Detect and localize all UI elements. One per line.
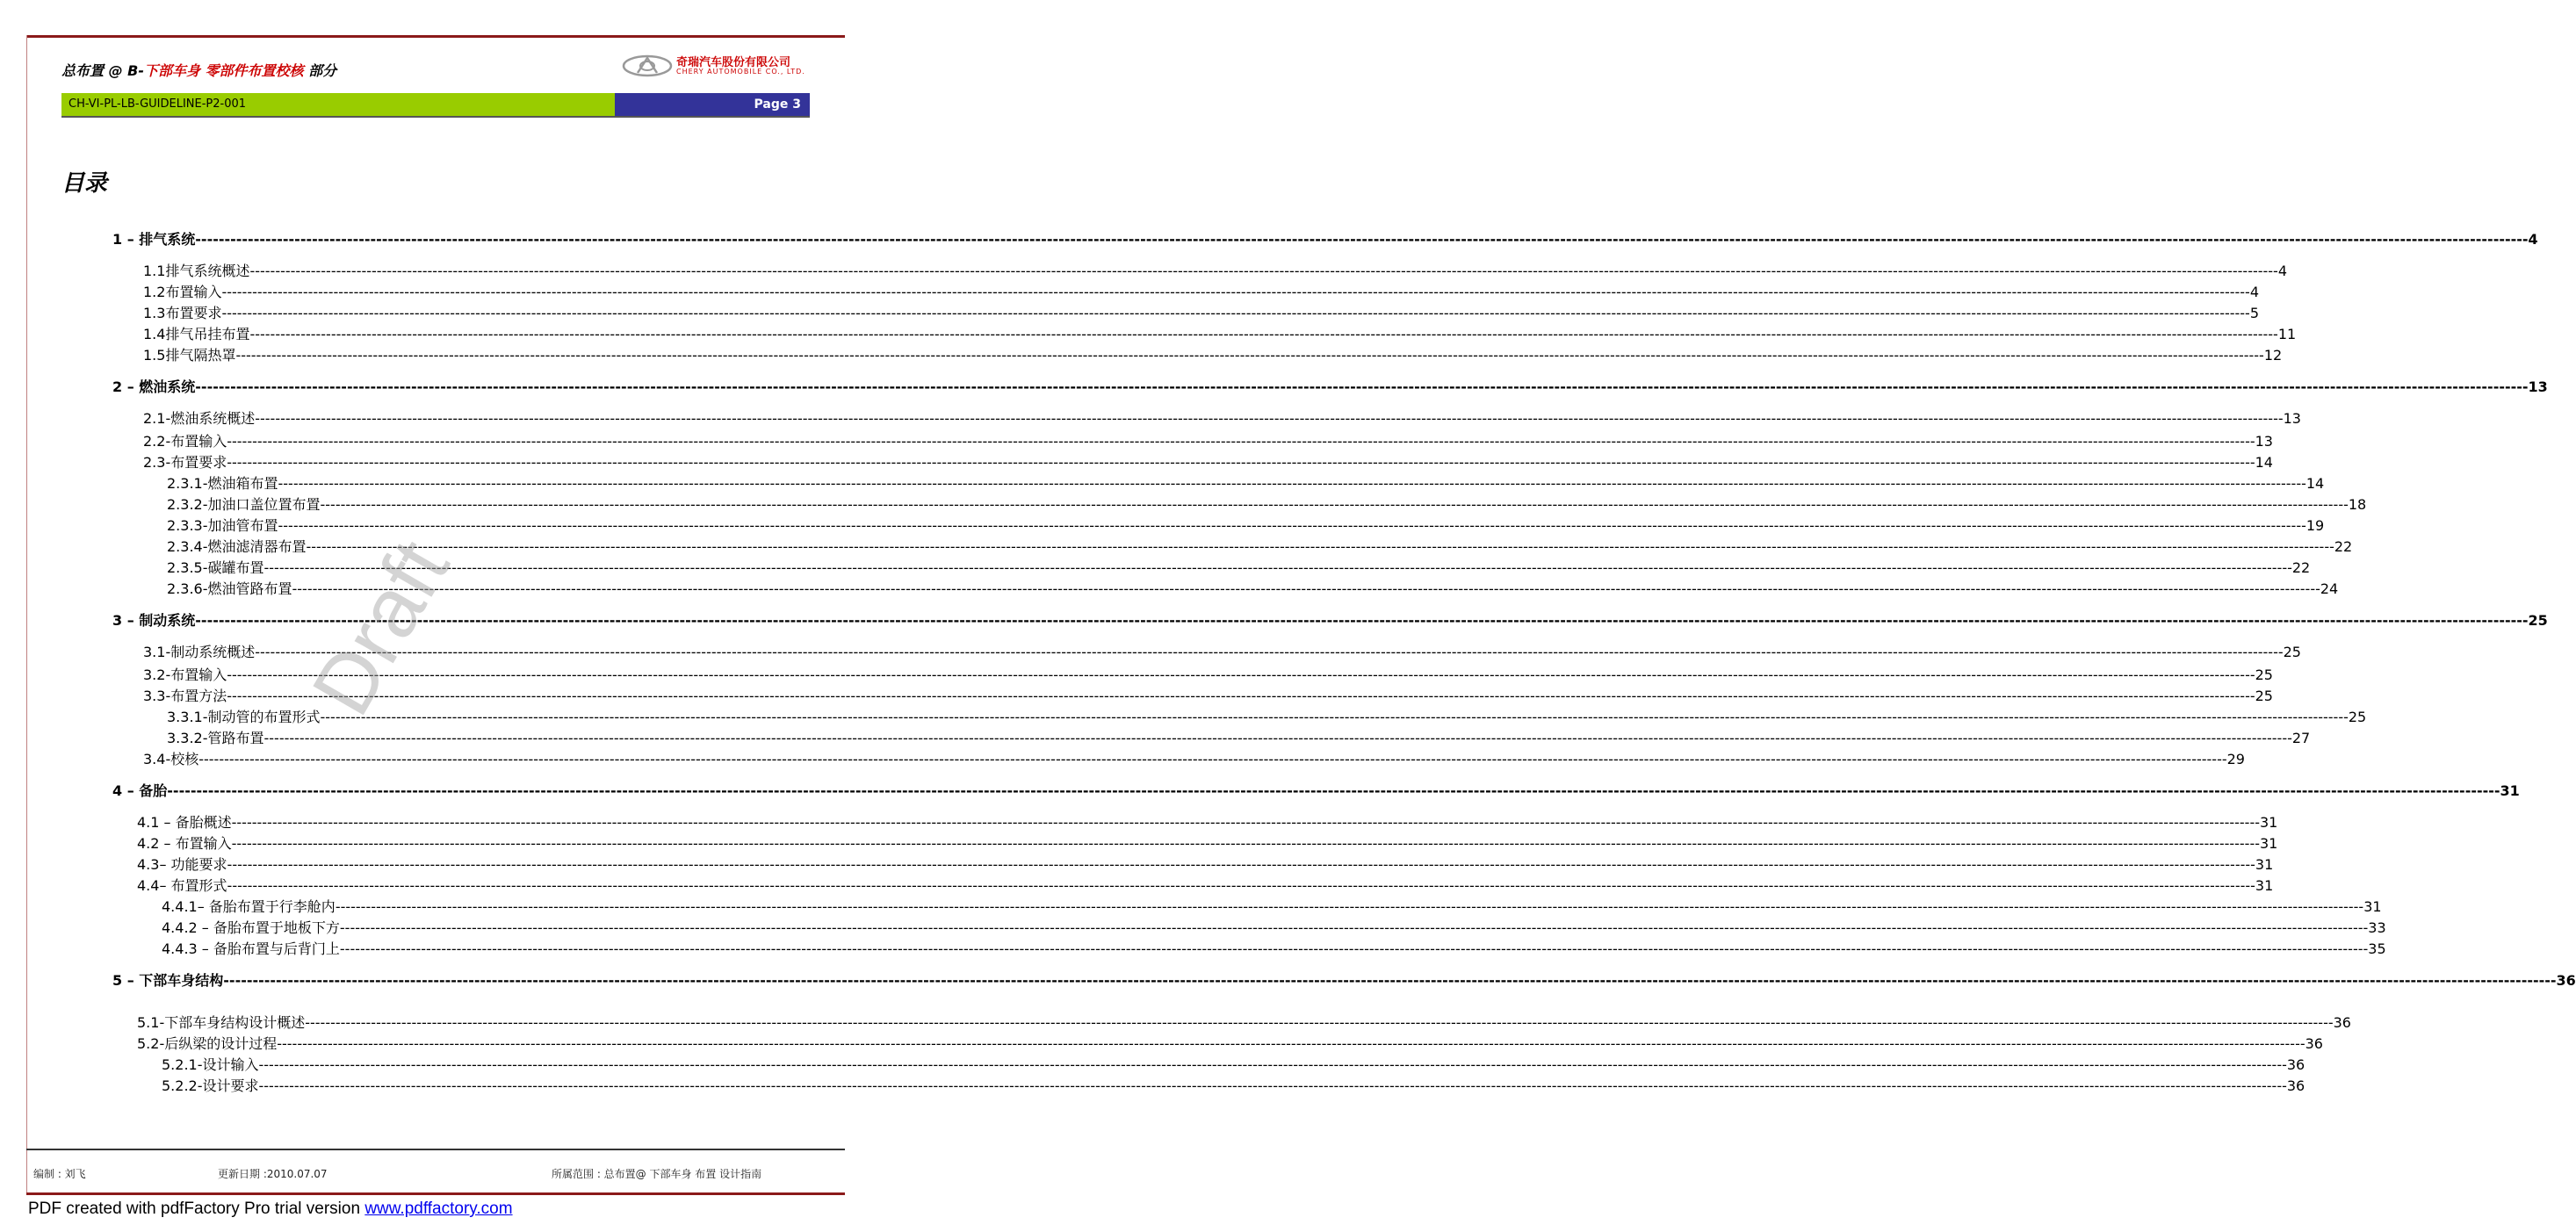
toc-entry[interactable]: [137, 1012, 2351, 1032]
toc-entry-page: 13: [2528, 378, 2548, 395]
toc-entry-label: 4.3– 功能要求: [137, 856, 227, 873]
toc-entry-page: 25: [2255, 688, 2273, 704]
toc-leader-dashes: ----------------------------------------------------------------------------------------------------------------------------------------------------------------------------------------------------------------------------------------------------------------------------------------------------------------------------------------------------------------------------------------------------------------: [335, 898, 2364, 915]
toc-entry-label: 1.3布置要求: [143, 305, 222, 321]
toc-entry[interactable]: [143, 302, 2260, 322]
toc-leader-dashes: ----------------------------------------------------------------------------------------------------------------------------------------------------------------------------------------------------------------------------------------------------------------------------------------------------------------------------------------------------------------------------------------------------------------: [195, 231, 2529, 248]
toc-leader-dashes: ----------------------------------------------------------------------------------------------------------------------------------------------------------------------------------------------------------------------------------------------------------------------------------------------------------------------------------------------------------------------------------------------------------------: [249, 326, 2278, 342]
toc-entry-label: 4 – 备胎: [112, 782, 168, 799]
toc-entry-page: 25: [2255, 666, 2273, 683]
toc-entry[interactable]: [143, 323, 2297, 343]
draft-watermark: Draft: [294, 524, 467, 731]
doc-code: CH-VI-PL-LB-GUIDELINE-P2-001: [61, 93, 615, 116]
toc-leader-dashes: ----------------------------------------------------------------------------------------------------------------------------------------------------------------------------------------------------------------------------------------------------------------------------------------------------------------------------------------------------------------------------------------------------------------: [255, 410, 2284, 427]
toc-entry-page: 33: [2368, 919, 2386, 936]
toc-entry-label: 2.1-燃油系统概述: [143, 410, 256, 427]
toc-entry-label: 1.2布置输入: [143, 284, 222, 300]
toc-entry-label: 3.3.1-制动管的布置形式: [167, 709, 321, 725]
toc-entry-page: 5: [2249, 305, 2260, 321]
header-title-suffix: 部分: [303, 62, 337, 79]
toc-entry-label: 3.3-布置方法: [143, 688, 227, 704]
toc-entry-label: 1.1排气系统概述: [143, 263, 250, 279]
toc-entry-page: 4: [2528, 231, 2538, 248]
toc-entry[interactable]: [112, 969, 2576, 990]
toc-entry[interactable]: [162, 896, 2382, 916]
toc-leader-dashes: ----------------------------------------------------------------------------------------------------------------------------------------------------------------------------------------------------------------------------------------------------------------------------------------------------------------------------------------------------------------------------------------------------------------: [258, 1077, 2287, 1094]
toc-leader-dashes: ----------------------------------------------------------------------------------------------------------------------------------------------------------------------------------------------------------------------------------------------------------------------------------------------------------------------------------------------------------------------------------------------------------------: [235, 347, 2264, 364]
toc-entry-page: 4: [2249, 284, 2260, 300]
toc-entry-label: 4.4– 布置形式: [137, 877, 227, 894]
toc-entry-page: 36: [2305, 1035, 2323, 1052]
toc-entry-label: 2.3.4-燃油滤清器布置: [167, 538, 307, 555]
toc-entry-label: 2.3-布置要求: [143, 454, 227, 471]
header-title-highlight: 下部车身 零部件布置校核: [143, 62, 304, 79]
toc-entry[interactable]: [162, 1075, 2305, 1095]
toc-entry[interactable]: [112, 228, 2538, 249]
toc-entry-page: 29: [2226, 751, 2245, 767]
toc-entry[interactable]: [137, 875, 2274, 895]
toc-entry-page: 27: [2291, 730, 2311, 746]
toc-leader-dashes: ----------------------------------------------------------------------------------------------------------------------------------------------------------------------------------------------------------------------------------------------------------------------------------------------------------------------------------------------------------------------------------------------------------------: [167, 782, 2500, 799]
toc-entry[interactable]: [167, 536, 2353, 556]
toc-entry-label: 3.1-制动系统概述: [143, 644, 256, 660]
toc-entry-page: 14: [2255, 454, 2273, 471]
toc-entry-label: 2.3.5-碳罐布置: [167, 559, 264, 576]
toc-entry[interactable]: [143, 664, 2273, 684]
toc-entry-page: 14: [2305, 475, 2325, 492]
toc-leader-dashes: ----------------------------------------------------------------------------------------------------------------------------------------------------------------------------------------------------------------------------------------------------------------------------------------------------------------------------------------------------------------------------------------------------------------: [278, 475, 2306, 492]
toc-entry[interactable]: [143, 685, 2273, 705]
toc-leader-dashes: ----------------------------------------------------------------------------------------------------------------------------------------------------------------------------------------------------------------------------------------------------------------------------------------------------------------------------------------------------------------------------------------------------------------: [320, 496, 2349, 513]
toc-leader-dashes: ----------------------------------------------------------------------------------------------------------------------------------------------------------------------------------------------------------------------------------------------------------------------------------------------------------------------------------------------------------------------------------------------------------------: [195, 612, 2529, 629]
toc-entry-label: 3.4-校核: [143, 751, 199, 767]
toc-leader-dashes: ----------------------------------------------------------------------------------------------------------------------------------------------------------------------------------------------------------------------------------------------------------------------------------------------------------------------------------------------------------------------------------------------------------------: [339, 919, 2369, 936]
toc-leader-dashes: ----------------------------------------------------------------------------------------------------------------------------------------------------------------------------------------------------------------------------------------------------------------------------------------------------------------------------------------------------------------------------------------------------------------: [249, 263, 2278, 279]
toc-entry[interactable]: [112, 376, 2548, 396]
logo-text-cn: 奇瑞汽车股份有限公司: [676, 56, 791, 69]
footer-author: 编制 : 刘飞: [33, 1168, 86, 1180]
logo-text-en: CHERY AUTOMOBILE CO., LTD.: [676, 68, 805, 76]
pdffactory-link[interactable]: www.pdffactory.com: [364, 1200, 513, 1218]
toc-entry-page: 22: [2291, 559, 2311, 576]
toc-entry[interactable]: [137, 854, 2274, 874]
toc-entry[interactable]: [162, 1054, 2305, 1074]
toc-leader-dashes: ----------------------------------------------------------------------------------------------------------------------------------------------------------------------------------------------------------------------------------------------------------------------------------------------------------------------------------------------------------------------------------------------------------------: [277, 1035, 2305, 1052]
toc-entry-page: 25: [2348, 709, 2367, 725]
toc-entry[interactable]: [162, 917, 2386, 937]
toc-leader-dashes: ----------------------------------------------------------------------------------------------------------------------------------------------------------------------------------------------------------------------------------------------------------------------------------------------------------------------------------------------------------------------------------------------------------------: [195, 378, 2529, 395]
toc-entry[interactable]: [162, 938, 2386, 958]
toc-entry-page: 11: [2277, 326, 2297, 342]
toc-entry-label: 5 – 下部车身结构: [112, 972, 224, 989]
doc-bar-shadow: [61, 116, 810, 118]
toc-entry-label: 1.5排气隔热罩: [143, 347, 236, 364]
toc-leader-dashes: ----------------------------------------------------------------------------------------------------------------------------------------------------------------------------------------------------------------------------------------------------------------------------------------------------------------------------------------------------------------------------------------------------------------: [198, 751, 2227, 767]
toc-entry[interactable]: [167, 727, 2311, 747]
header-title: [61, 60, 336, 80]
toc-leader-dashes: ----------------------------------------------------------------------------------------------------------------------------------------------------------------------------------------------------------------------------------------------------------------------------------------------------------------------------------------------------------------------------------------------------------------: [227, 688, 2255, 704]
chery-logo: [622, 54, 811, 79]
toc-entry-page: 12: [2263, 347, 2283, 364]
toc-entry-label: 3.2-布置输入: [143, 666, 227, 683]
chery-emblem-icon: [622, 54, 673, 77]
toc-leader-dashes: ----------------------------------------------------------------------------------------------------------------------------------------------------------------------------------------------------------------------------------------------------------------------------------------------------------------------------------------------------------------------------------------------------------------: [227, 856, 2255, 873]
toc-leader-dashes: ----------------------------------------------------------------------------------------------------------------------------------------------------------------------------------------------------------------------------------------------------------------------------------------------------------------------------------------------------------------------------------------------------------------: [221, 305, 2250, 321]
toc-leader-dashes: ----------------------------------------------------------------------------------------------------------------------------------------------------------------------------------------------------------------------------------------------------------------------------------------------------------------------------------------------------------------------------------------------------------------: [227, 454, 2255, 471]
toc-entry-label: 4.4.2 – 备胎布置于地板下方: [162, 919, 340, 936]
toc-entry-page: 22: [2334, 538, 2353, 555]
toc-entry-page: 31: [2500, 782, 2520, 799]
toc-leader-dashes: ----------------------------------------------------------------------------------------------------------------------------------------------------------------------------------------------------------------------------------------------------------------------------------------------------------------------------------------------------------------------------------------------------------------: [263, 730, 2292, 746]
toc-entry-label: 3 – 制动系统: [112, 612, 196, 629]
toc-entry[interactable]: [137, 832, 2278, 853]
toc-entry-page: 19: [2305, 517, 2325, 534]
toc-leader-dashes: ----------------------------------------------------------------------------------------------------------------------------------------------------------------------------------------------------------------------------------------------------------------------------------------------------------------------------------------------------------------------------------------------------------------: [320, 709, 2349, 725]
toc-entry[interactable]: [167, 706, 2367, 726]
toc-entry[interactable]: [143, 260, 2288, 280]
toc-entry[interactable]: [143, 641, 2301, 661]
toc-entry[interactable]: [112, 780, 2520, 800]
toc-entry-label: 5.2-后纵梁的设计过程: [137, 1035, 278, 1052]
toc-leader-dashes: ----------------------------------------------------------------------------------------------------------------------------------------------------------------------------------------------------------------------------------------------------------------------------------------------------------------------------------------------------------------------------------------------------------------: [305, 1014, 2334, 1031]
toc-entry-label: 5.2.2-设计要求: [162, 1077, 259, 1094]
toc-entry-page: 25: [2283, 644, 2301, 660]
toc-entry[interactable]: [167, 494, 2367, 514]
toc-entry-label: 4.4.1– 备胎布置于行李舱内: [162, 898, 336, 915]
toc-entry[interactable]: [137, 1033, 2323, 1053]
toc-entry-label: 2.3.3-加油管布置: [167, 517, 278, 534]
toc-entry[interactable]: [143, 748, 2245, 768]
toc-entry-label: 2.3.6-燃油管路布置: [167, 580, 292, 597]
toc-entry-label: 4.4.3 – 备胎布置与后背门上: [162, 940, 340, 957]
toc-leader-dashes: ----------------------------------------------------------------------------------------------------------------------------------------------------------------------------------------------------------------------------------------------------------------------------------------------------------------------------------------------------------------------------------------------------------------: [278, 517, 2306, 534]
toc-entry-label: 1.4排气吊挂布置: [143, 326, 250, 342]
pdf-notice: [28, 1200, 513, 1219]
toc-entry-page: 31: [2363, 898, 2382, 915]
toc-leader-dashes: ----------------------------------------------------------------------------------------------------------------------------------------------------------------------------------------------------------------------------------------------------------------------------------------------------------------------------------------------------------------------------------------------------------------: [255, 644, 2284, 660]
toc-entry[interactable]: [143, 344, 2283, 364]
toc-leader-dashes: ----------------------------------------------------------------------------------------------------------------------------------------------------------------------------------------------------------------------------------------------------------------------------------------------------------------------------------------------------------------------------------------------------------------: [227, 877, 2255, 894]
toc-entry-page: 36: [2286, 1077, 2305, 1094]
toc-entry-page: 31: [2255, 877, 2274, 894]
toc-entry-label: 5.2.1-设计输入: [162, 1056, 259, 1073]
toc-entry-page: 36: [2333, 1014, 2351, 1031]
toc-entry-label: 5.1-下部车身结构设计概述: [137, 1014, 306, 1031]
header-title-prefix: 总布置 @ B-: [61, 62, 144, 79]
toc-entry-label: 1 – 排气系统: [112, 231, 196, 248]
toc-leader-dashes: ----------------------------------------------------------------------------------------------------------------------------------------------------------------------------------------------------------------------------------------------------------------------------------------------------------------------------------------------------------------------------------------------------------------: [306, 538, 2334, 555]
toc-entry-page: 36: [2286, 1056, 2305, 1073]
toc-entry-label: 4.2 – 布置输入: [137, 835, 232, 852]
toc-entry[interactable]: [167, 472, 2325, 493]
toc-leader-dashes: ----------------------------------------------------------------------------------------------------------------------------------------------------------------------------------------------------------------------------------------------------------------------------------------------------------------------------------------------------------------------------------------------------------------: [258, 1056, 2287, 1073]
toc-title: 目录: [61, 170, 108, 197]
toc-entry-label: 4.1 – 备胎概述: [137, 814, 232, 831]
toc-entry-page: 31: [2260, 814, 2278, 831]
toc-entry[interactable]: [143, 430, 2273, 450]
toc-entry-label: 2.3.2-加油口盖位置布置: [167, 496, 321, 513]
toc-entry-page: 13: [2283, 410, 2301, 427]
toc-entry[interactable]: [143, 407, 2301, 428]
toc-entry-label: 2.3.1-燃油箱布置: [167, 475, 278, 492]
toc-leader-dashes: ----------------------------------------------------------------------------------------------------------------------------------------------------------------------------------------------------------------------------------------------------------------------------------------------------------------------------------------------------------------------------------------------------------------: [227, 666, 2255, 683]
footer-rule: [26, 1149, 845, 1150]
toc-entry-label: 2 – 燃油系统: [112, 378, 196, 395]
toc-entry-page: 31: [2260, 835, 2278, 852]
toc-entry-page: 24: [2320, 580, 2339, 597]
toc-entry-page: 31: [2255, 856, 2274, 873]
toc-entry-label: 2.2-布置输入: [143, 433, 227, 450]
toc-leader-dashes: ----------------------------------------------------------------------------------------------------------------------------------------------------------------------------------------------------------------------------------------------------------------------------------------------------------------------------------------------------------------------------------------------------------------: [231, 835, 2260, 852]
toc-leader-dashes: ----------------------------------------------------------------------------------------------------------------------------------------------------------------------------------------------------------------------------------------------------------------------------------------------------------------------------------------------------------------------------------------------------------------: [292, 580, 2320, 597]
toc-entry-page: 18: [2348, 496, 2367, 513]
toc-entry[interactable]: [143, 451, 2273, 472]
footer-scope: 所属范围 : 总布置@ 下部车身 布置 设计指南: [552, 1168, 762, 1180]
toc-entry-page: 13: [2255, 433, 2273, 450]
bottom-rule: [26, 1192, 845, 1195]
toc-leader-dashes: ----------------------------------------------------------------------------------------------------------------------------------------------------------------------------------------------------------------------------------------------------------------------------------------------------------------------------------------------------------------------------------------------------------------: [227, 433, 2255, 450]
toc-entry-page: 25: [2528, 612, 2548, 629]
toc-leader-dashes: ----------------------------------------------------------------------------------------------------------------------------------------------------------------------------------------------------------------------------------------------------------------------------------------------------------------------------------------------------------------------------------------------------------------: [231, 814, 2260, 831]
toc-entry[interactable]: [143, 281, 2260, 301]
pdf-notice-text: PDF created with pdfFactory Pro trial version: [28, 1200, 365, 1218]
toc-entry[interactable]: [137, 811, 2278, 832]
top-rule: [26, 35, 845, 38]
toc-leader-dashes: ----------------------------------------------------------------------------------------------------------------------------------------------------------------------------------------------------------------------------------------------------------------------------------------------------------------------------------------------------------------------------------------------------------------: [221, 284, 2250, 300]
toc-entry-label: 3.3.2-管路布置: [167, 730, 264, 746]
toc-entry-page: 4: [2277, 263, 2288, 279]
left-margin-rule: [26, 35, 27, 1194]
footer-date: 更新日期 :2010.07.07: [218, 1168, 328, 1180]
toc-entry[interactable]: [167, 515, 2325, 535]
toc-entry-page: 35: [2368, 940, 2386, 957]
toc-leader-dashes: ----------------------------------------------------------------------------------------------------------------------------------------------------------------------------------------------------------------------------------------------------------------------------------------------------------------------------------------------------------------------------------------------------------------: [263, 559, 2292, 576]
toc-leader-dashes: ----------------------------------------------------------------------------------------------------------------------------------------------------------------------------------------------------------------------------------------------------------------------------------------------------------------------------------------------------------------------------------------------------------------: [339, 940, 2369, 957]
toc-leader-dashes: ----------------------------------------------------------------------------------------------------------------------------------------------------------------------------------------------------------------------------------------------------------------------------------------------------------------------------------------------------------------------------------------------------------------: [223, 972, 2557, 989]
doc-code-bar: [61, 93, 810, 116]
page-number-label: Page 3: [615, 93, 810, 116]
toc-entry-page: 36: [2556, 972, 2576, 989]
